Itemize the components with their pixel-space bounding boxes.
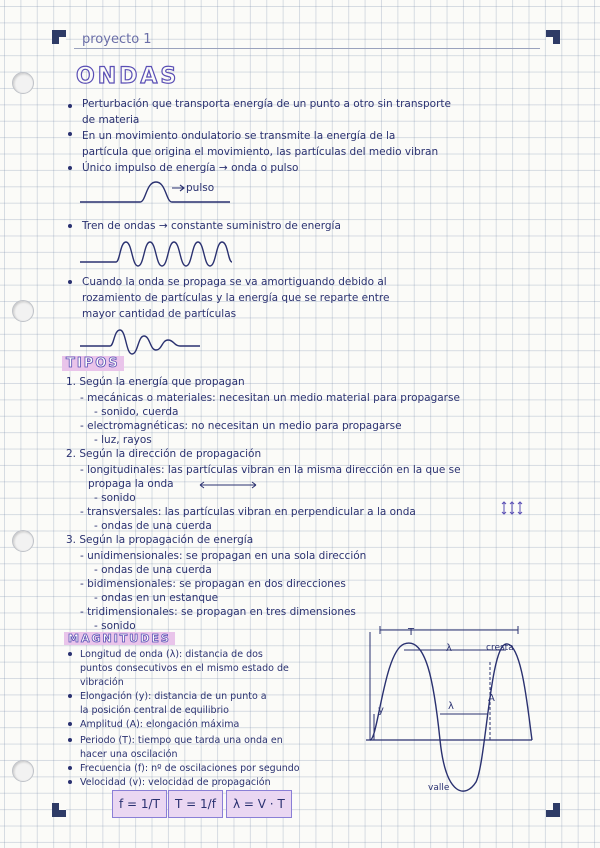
header-rule <box>74 48 540 49</box>
diagram-label-amplitude: A <box>488 693 495 704</box>
formula-period: T = 1/f <box>168 790 223 818</box>
pulse-label: pulso <box>186 182 215 194</box>
corner-mark-icon <box>546 30 560 44</box>
bullet-dot <box>68 224 72 228</box>
tipos-longitudinal-line1: - longitudinales: las partículas vibran en la misma dirección en la que se <box>80 464 461 476</box>
magnitude-elongation-line1: Elongación (y): distancia de un punto a <box>80 691 267 702</box>
magnitude-period-line1: Periodo (T): tiempo que tarda una onda en <box>80 735 283 746</box>
intro-definition-line1: Perturbación que transporta energía de un punto a otro sin transporte <box>82 98 451 110</box>
magnitude-wavelength-line3: vibración <box>80 677 124 688</box>
intro-movement-line2: partícula que origina el movimiento, las partículas del medio vibran <box>82 146 439 158</box>
diagram-label-trough: valle <box>428 783 450 793</box>
damped-wave-drawing <box>80 328 220 358</box>
tipos-transversal-example: - ondas de una cuerda <box>94 520 212 532</box>
transversal-arrows-icon <box>500 500 528 516</box>
magnitude-period-line2: hacer una oscilación <box>80 749 178 760</box>
intro-damping-line2: rozamiento de partículas y la energía que se reparte entre <box>82 292 390 304</box>
magnitude-wavelength-line1: Longitud de onda (λ): distancia de dos <box>80 649 263 660</box>
formula-wavelength: λ = V · T <box>226 790 292 818</box>
bullet-dot <box>68 722 72 726</box>
binder-hole <box>12 530 34 552</box>
magnitude-velocity: Velocidad (v): velocidad de propagación <box>80 777 271 788</box>
bullet-dot <box>68 132 72 136</box>
tipos-criterion-2: 2. Según la dirección de propagación <box>66 448 262 460</box>
tipos-one-dimensional-example: - ondas de una cuerda <box>94 564 212 576</box>
diagram-label-wavelength-top: λ <box>446 643 452 654</box>
diagram-label-wavelength-mid: λ <box>448 701 454 712</box>
tipos-electromagnetic: - electromagnéticas: no necesitan un medio para propagarse <box>80 420 402 432</box>
tipos-longitudinal-example: - sonido <box>94 492 136 504</box>
diagram-label-crest: cresta <box>486 643 514 653</box>
tipos-electromagnetic-example: - luz, rayos <box>94 434 152 446</box>
intro-pulse-text: Único impulso de energía → onda o pulso <box>82 162 299 174</box>
pulse-wave-drawing <box>80 178 240 218</box>
bullet-dot <box>68 738 72 742</box>
corner-mark-icon <box>546 803 560 817</box>
tipos-criterion-3: 3. Según la propagación de energía <box>66 534 254 546</box>
tipos-longitudinal-line2: propaga la onda <box>88 478 174 490</box>
tipos-three-dimensional: - tridimensionales: se propagan en tres dimensiones <box>80 606 356 618</box>
bullet-dot <box>68 166 72 170</box>
intro-movement-line1: En un movimiento ondulatorio se transmite la energía de la <box>82 130 396 142</box>
intro-wave-train-text: Tren de ondas → constante suministro de energía <box>82 220 341 232</box>
page-title: ONDAS <box>76 64 180 89</box>
bullet-dot <box>68 780 72 784</box>
magnitude-elongation-line2: la posición central de equilibrio <box>80 705 229 716</box>
diagram-label-elongation: y <box>378 705 384 716</box>
tipos-three-dimensional-example: - sonido <box>94 620 136 632</box>
binder-hole <box>12 72 34 94</box>
longitudinal-arrows-icon <box>196 480 260 490</box>
binder-hole <box>12 300 34 322</box>
diagram-label-period: T <box>408 627 415 638</box>
bullet-dot <box>68 104 72 108</box>
section-heading-tipos: TIPOS <box>62 356 124 371</box>
tipos-one-dimensional: - unidimensionales: se propagan en una sola dirección <box>80 550 367 562</box>
magnitude-amplitude: Amplitud (A): elongación máxima <box>80 719 240 730</box>
bullet-dot <box>68 766 72 770</box>
bullet-dot <box>68 694 72 698</box>
magnitude-wavelength-line2: puntos consecutivos en el mismo estado de <box>80 663 289 674</box>
page-subject: proyecto 1 <box>82 32 152 47</box>
tipos-transversal: - transversales: las partículas vibran en perpendicular a la onda <box>80 506 416 518</box>
intro-damping-line1: Cuando la onda se propaga se va amortiguando debido al <box>82 276 387 288</box>
bullet-dot <box>68 652 72 656</box>
tipos-two-dimensional-example: - ondas en un estanque <box>94 592 219 604</box>
tipos-mechanical: - mecánicas o materiales: necesitan un medio material para propagarse <box>80 392 460 404</box>
bullet-dot <box>68 280 72 284</box>
binder-hole <box>12 760 34 782</box>
formula-frequency: f = 1/T <box>112 790 167 818</box>
intro-damping-line3: mayor cantidad de partículas <box>82 308 237 320</box>
section-heading-magnitudes: MAGNITUDES <box>64 632 175 645</box>
corner-mark-icon <box>52 30 66 44</box>
corner-mark-icon <box>52 803 66 817</box>
intro-definition-line2: de materia <box>82 114 140 126</box>
wave-train-drawing <box>80 238 240 274</box>
tipos-criterion-1: 1. Según la energía que propagan <box>66 376 245 388</box>
tipos-two-dimensional: - bidimensionales: se propagan en dos direcciones <box>80 578 346 590</box>
tipos-mechanical-example: - sonido, cuerda <box>94 406 179 418</box>
magnitude-frequency: Frecuencia (f): nº de oscilaciones por segundo <box>80 763 300 774</box>
